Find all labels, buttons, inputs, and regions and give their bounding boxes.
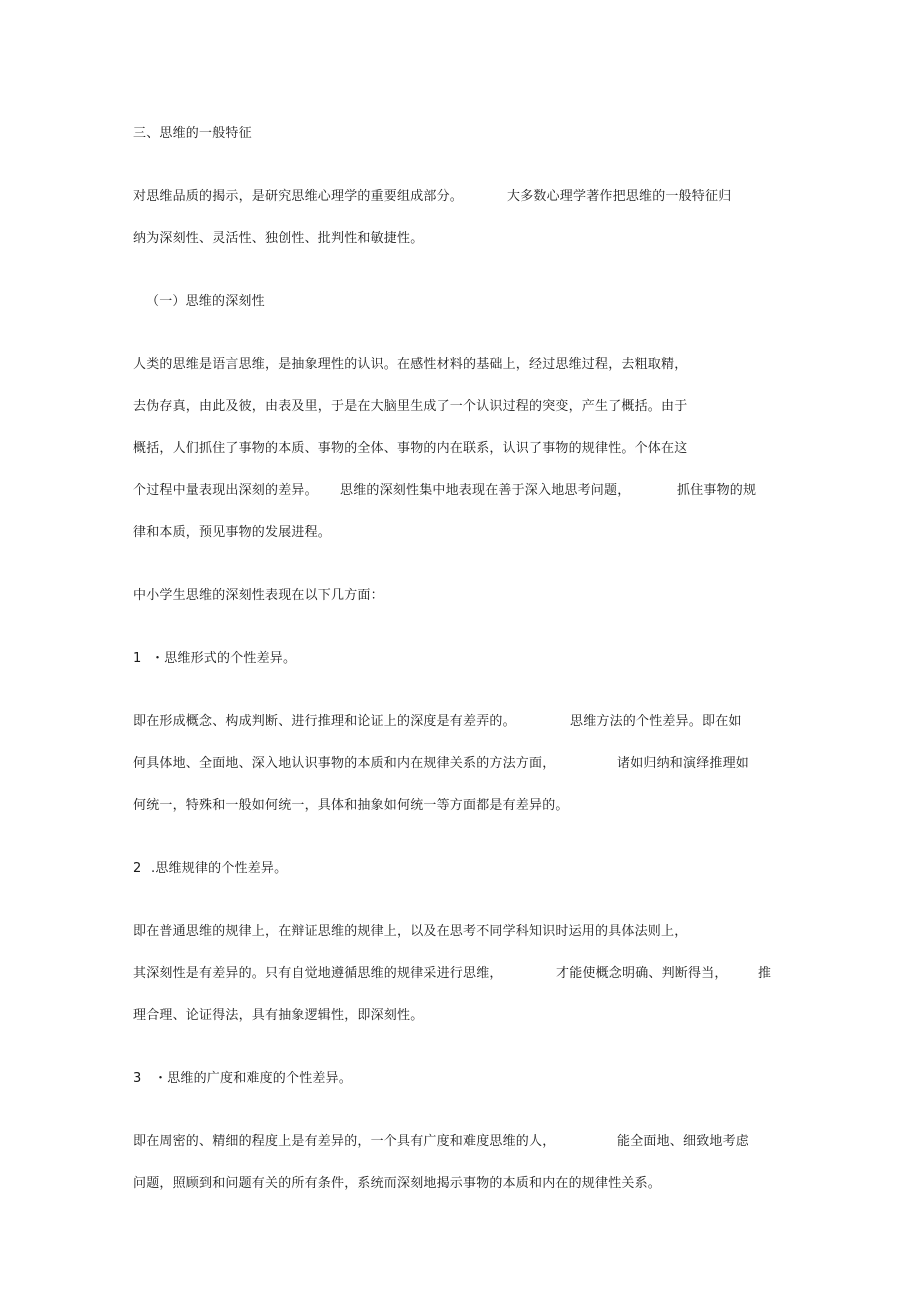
- para1-line-2: 去伪存真，由此及彼，由表及里，于是在大脑里生成了一个认识过程的突变，产生了概括。由于: [133, 399, 688, 414]
- item3-number: 3: [133, 1071, 142, 1086]
- intro-line-1-part-a: 对思维品质的揭示，是研究思维心理学的重要组成部分。: [133, 189, 464, 204]
- intro-line-2: 纳为深刻性、灵活性、独创性、批判性和敏捷性。: [133, 231, 424, 246]
- item1-line-1-part-b: 思维方法的个性差异。即在如: [570, 714, 742, 729]
- item2-number: 2: [133, 861, 142, 876]
- para1-line-1: 人类的思维是语言思维，是抽象理性的认识。在感性材料的基础上，经过思维过程，去粗取精，: [133, 357, 688, 372]
- item3-line-1-part-a: 即在周密的、精细的程度上是有差异的，一个具有广度和难度思维的人，: [133, 1134, 556, 1149]
- item1-line-1-part-a: 即在形成概念、构成判断、进行推理和论证上的深度是有差弄的。: [133, 714, 516, 729]
- para1-line-4-part-b: 思维的深刻性集中地表现在善于深入地思考问题，: [340, 483, 631, 498]
- para1-line-4-part-c: 抓住事物的规: [677, 483, 757, 498]
- para1-line-3: 概括，人们抓住了事物的本质、事物的全体、事物的内在联系，认识了事物的规律性。个体在这: [133, 441, 688, 456]
- intro-line-1-part-b: 大多数心理学著作把思维的一般特征归: [507, 189, 732, 204]
- list-intro: 中小学生思维的深刻性表现在以下几方面：: [133, 588, 384, 603]
- item2-line-2-part-a: 其深刻性是有差异的。只有自觉地遵循思维的规律采进行思维，: [133, 966, 503, 981]
- item1-number: 1: [133, 651, 142, 666]
- subsection-title: （一）思维的深刻性: [146, 294, 265, 309]
- item2-line-3: 理合理、论证得法，具有抽象逻辑性，即深刻性。: [133, 1008, 424, 1023]
- para1-line-4-part-a: 个过程中量表现出深刻的差异。: [133, 483, 318, 498]
- para1-line-5: 律和本质，预见事物的发展进程。: [133, 525, 332, 540]
- item2-line-2-part-b: 才能使概念明确、判断得当，: [556, 966, 728, 981]
- item2-title: .思维规律的个性差异。: [151, 861, 288, 876]
- item1-line-3: 何统一，特殊和一般如何统一，具体和抽象如何统一等方面都是有差异的。: [133, 798, 569, 813]
- section-title: 三、思维的一般特征: [133, 126, 252, 141]
- item3-line-1-part-b: 能全面地、细致地考虑: [617, 1134, 750, 1149]
- item2-line-1: 即在普通思维的规律上，在辩证思维的规律上，以及在思考不同学科知识时运用的具体法则上，: [133, 924, 688, 939]
- item1-line-2-part-a: 何具体地、全面地、深入地认识事物的本质和内在规律关系的方法方面，: [133, 756, 556, 771]
- item1-title: ・思维形式的个性差异。: [151, 651, 297, 666]
- item2-line-2-part-c: 推: [758, 966, 772, 981]
- item3-title: ・思维的广度和难度的个性差异。: [154, 1071, 353, 1086]
- item3-line-2: 问题，照顾到和问题有关的所有条件，系统而深刻地揭示事物的本质和内在的规律性关系。: [133, 1176, 662, 1191]
- item1-line-2-part-b: 诸如归纳和演绎推理如: [617, 756, 750, 771]
